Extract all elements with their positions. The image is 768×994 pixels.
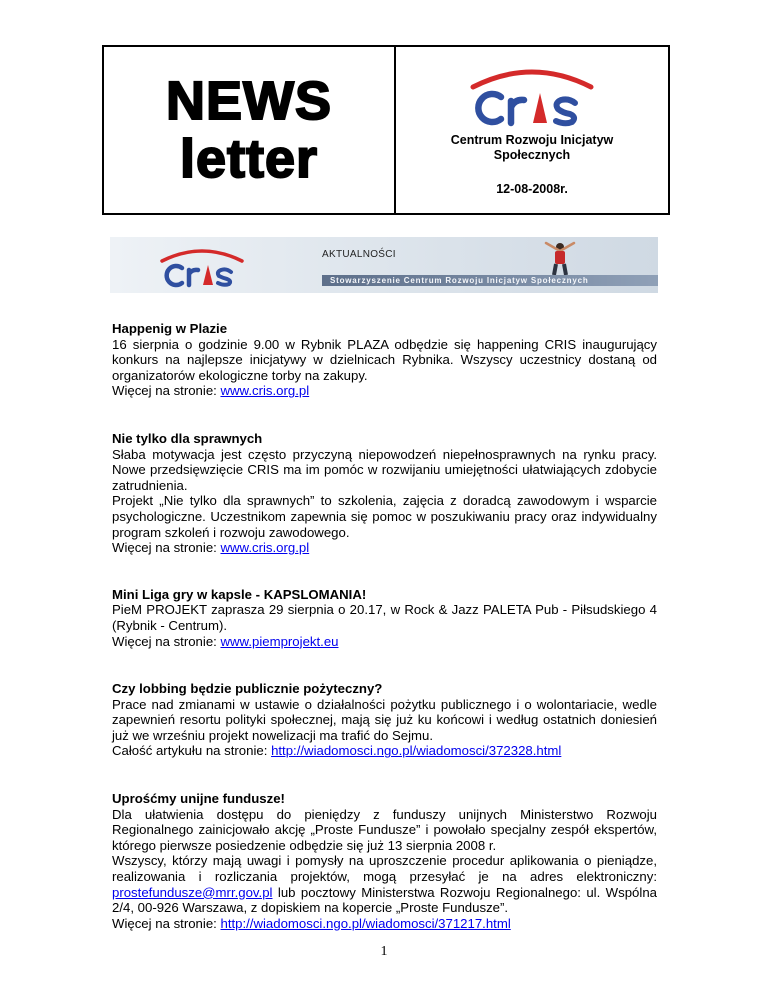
article-more xyxy=(112,634,657,650)
article-lobbing xyxy=(112,681,657,759)
article-body: Słaba motywacja jest często przyczyną niepowodzeń niepełnosprawnych na rynku pracy. Nowe przedsięwzięcie CRIS ma im pomóc w rozwijaniu umiejętności ułatwiających zdobycie zatrudnienia. xyxy=(112,446,657,493)
article-title: Uprośćmy unijne fundusze! xyxy=(112,791,285,807)
newsletter-header xyxy=(102,45,670,215)
more-label: Więcej na stronie: xyxy=(112,633,221,649)
newsletter-title-letter: letter xyxy=(179,129,319,189)
article-happening xyxy=(112,321,657,399)
newsletter-title-news: NEWS xyxy=(166,71,332,131)
cris-banner-logo xyxy=(154,245,250,289)
article-title: Happenig w Plazie xyxy=(112,321,228,336)
article-nie-tylko-dla-sprawnych xyxy=(112,431,657,556)
organization-block xyxy=(396,47,668,213)
email-link[interactable]: prostefundusze@mrr.gov.pl xyxy=(112,884,273,900)
news-banner xyxy=(110,237,658,293)
article-more xyxy=(112,383,657,399)
more-label: Więcej na stronie: xyxy=(112,915,221,931)
article-link[interactable]: http://wiadomosci.ngo.pl/wiadomosci/371217.html xyxy=(220,915,511,931)
banner-subtitle: Stowarzyszenie Centrum Rozwoju Inicjatyw Społecznych xyxy=(330,276,589,285)
page-number: 1 xyxy=(380,944,388,959)
article-more xyxy=(112,916,657,932)
article-body-2-start: Wszyscy, którzy mają uwagi i pomysły na uproszczenie procedur aplikowania o pieniądze, realizowania i rozliczania projektów, mogą przesyłać je na adres elektroniczny: xyxy=(112,853,657,885)
cris-logo xyxy=(457,63,607,127)
person-raising-arms-icon xyxy=(540,241,580,275)
more-label: Więcej na stronie: xyxy=(112,540,221,556)
article-body: Prace nad zmianami w ustawie o działalności pożytku publicznego i o wolontariacie, wedle zapewnień resortu polityki społecznej, mają się już ku końcowi i według ostatnich doniesień już we wrześniu projekt nowelizacji ma trafić do Sejmu. xyxy=(112,696,657,743)
article-body-2 xyxy=(112,853,657,915)
banner-tag: AKTUALNOŚCI xyxy=(322,249,396,260)
article-body: 16 sierpnia o godzinie 9.00 w Rybnik PLAZA odbędzie się happening CRIS inaugurujący konkurs na najlepsze inicjatywy w dzielnicach Rybnika. Wszyscy uczestnicy dostaną od organizatorów ekologiczne torby na zakupy. xyxy=(112,336,657,383)
article-body-2-end: lub pocztowy Ministerstwa Rozwoju Regionalnego: ul. Wspólna 2/4, 00-926 Warszawa, z dopiskiem na kopercie „Proste Fundusze”. xyxy=(112,884,657,916)
article-body: Dla ułatwienia dostępu do pieniędzy z funduszy unijnych Ministerstwo Rozwoju Regionalnego zainicjowało akcję „Proste Fundusze” i powołało specjalny zespół ekspertów, którego pierwsze posiedzenie odbędzie się już 13 sierpnia 2008 r. xyxy=(112,806,657,853)
newsletter-title-block xyxy=(104,47,396,213)
article-more xyxy=(112,540,657,556)
article-link[interactable]: www.cris.org.pl xyxy=(220,540,310,556)
article-more xyxy=(112,743,657,759)
article-body: PieM PROJEKT zaprasza 29 sierpnia o 20.17, w Rock & Jazz PALETA Pub - Piłsudskiego 4 (Rybnik - Centrum). xyxy=(112,602,657,633)
articles-list xyxy=(112,321,657,931)
more-label: Więcej na stronie: xyxy=(112,383,221,399)
article-body-2: Projekt „Nie tylko dla sprawnych” to szkolenia, zajęcia z doradcą zawodowym i wsparcie psychologiczne. Uczestnikom zapewnia się pomoc w poszukiwaniu pracy oraz indywidualny program szkoleń i rozwoju zawodowego. xyxy=(112,493,657,540)
article-proste-fundusze xyxy=(112,791,657,931)
article-title: Czy lobbing będzie publicznie pożyteczny? xyxy=(112,681,383,697)
article-title: Nie tylko dla sprawnych xyxy=(112,430,263,446)
newsletter-date: 12-08-2008r. xyxy=(496,182,568,196)
article-link[interactable]: http://wiadomosci.ngo.pl/wiadomosci/372328.html xyxy=(271,743,562,759)
article-link[interactable]: www.cris.org.pl xyxy=(220,383,310,399)
more-label: Całość artykułu na stronie: xyxy=(112,743,272,759)
article-title: Mini Liga gry w kapsle - KAPSLOMANIA! xyxy=(112,586,367,602)
organization-name xyxy=(451,133,614,163)
organization-name-line1: Centrum Rozwoju Inicjatyw xyxy=(450,133,614,147)
article-link[interactable]: www.piemprojekt.eu xyxy=(220,633,339,649)
organization-name-line2: Społecznych xyxy=(493,148,571,162)
article-kapslomania xyxy=(112,587,657,649)
